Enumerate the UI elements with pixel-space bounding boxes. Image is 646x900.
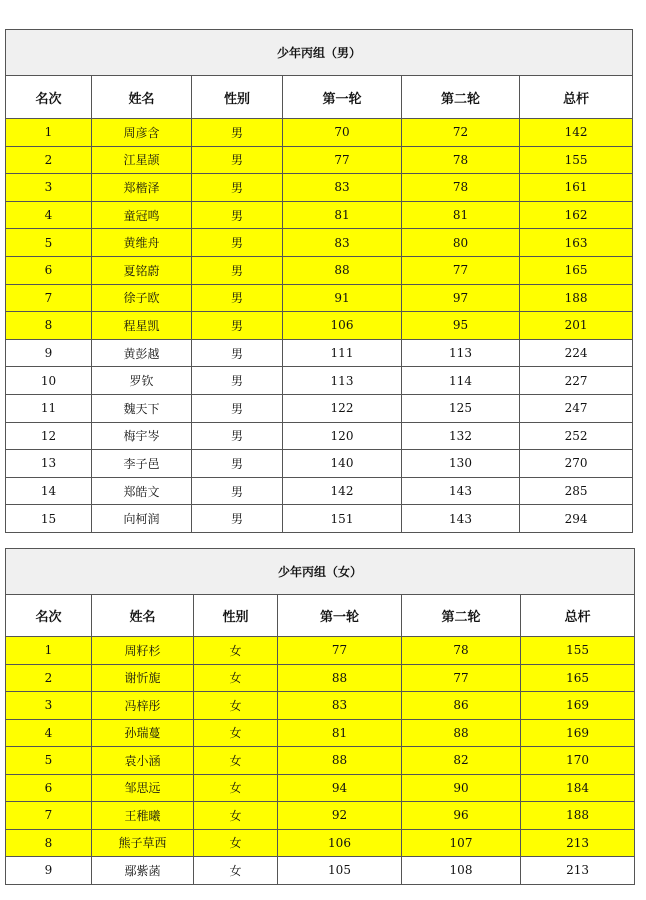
header-row (6, 595, 635, 637)
gender-cell: 男 (192, 312, 283, 340)
gender-cell: 女 (194, 664, 278, 692)
rank-cell: 9 (6, 339, 92, 367)
gender-cell: 女 (194, 829, 278, 857)
name-cell: 孙瑞蔓 (92, 719, 194, 747)
round-2-cell: 78 (402, 174, 520, 202)
round-1-cell: 81 (283, 201, 402, 229)
round-2-cell: 125 (402, 394, 520, 422)
name-cell: 黄维舟 (92, 229, 192, 257)
total-cell: 224 (520, 339, 633, 367)
total-cell: 169 (521, 692, 635, 720)
rank-cell: 3 (6, 174, 92, 202)
round-2-cell: 132 (402, 422, 520, 450)
gender-cell: 男 (192, 119, 283, 147)
total-cell: 270 (520, 450, 633, 478)
name-cell: 李子邑 (92, 450, 192, 478)
rank-cell: 11 (6, 394, 92, 422)
round-2-cell: 108 (402, 857, 521, 885)
total-cell: 155 (521, 637, 635, 665)
rank-cell: 4 (6, 719, 92, 747)
total-cell: 170 (521, 747, 635, 775)
girls-results-table (5, 548, 635, 885)
round-2-cell: 86 (402, 692, 521, 720)
gender-cell: 男 (192, 284, 283, 312)
table-row (6, 719, 635, 747)
round-1-cell: 70 (283, 119, 402, 147)
table-row (6, 747, 635, 775)
rank-cell: 5 (6, 229, 92, 257)
round-2-cell: 107 (402, 829, 521, 857)
table-row (6, 664, 635, 692)
round-1-cell: 77 (283, 146, 402, 174)
name-cell: 魏天下 (92, 394, 192, 422)
header-round-2: 第二轮 (402, 76, 520, 119)
gender-cell: 女 (194, 747, 278, 775)
rank-cell: 5 (6, 747, 92, 775)
round-2-cell: 113 (402, 339, 520, 367)
round-2-cell: 77 (402, 256, 520, 284)
round-1-cell: 113 (283, 367, 402, 395)
header-gender: 性别 (192, 76, 283, 119)
gender-cell: 女 (194, 637, 278, 665)
table-row (6, 256, 633, 284)
header-name: 姓名 (92, 76, 192, 119)
total-cell: 247 (520, 394, 633, 422)
gender-cell: 男 (192, 339, 283, 367)
name-cell: 罗钦 (92, 367, 192, 395)
table-row (6, 692, 635, 720)
table-row (6, 857, 635, 885)
gender-cell: 男 (192, 477, 283, 505)
round-2-cell: 80 (402, 229, 520, 257)
header-name: 姓名 (92, 595, 194, 637)
rank-cell: 2 (6, 664, 92, 692)
rank-cell: 9 (6, 857, 92, 885)
name-cell: 夏铭蔚 (92, 256, 192, 284)
table-title-row (6, 30, 633, 76)
round-1-cell: 88 (278, 747, 402, 775)
rank-cell: 15 (6, 505, 92, 533)
gender-cell: 男 (192, 256, 283, 284)
name-cell: 邹思远 (92, 774, 194, 802)
gender-cell: 男 (192, 201, 283, 229)
round-1-cell: 83 (278, 692, 402, 720)
table-row (6, 477, 633, 505)
total-cell: 285 (520, 477, 633, 505)
name-cell: 周籽杉 (92, 637, 194, 665)
gender-cell: 女 (194, 857, 278, 885)
round-2-cell: 90 (402, 774, 521, 802)
gender-cell: 男 (192, 229, 283, 257)
header-round-1: 第一轮 (283, 76, 402, 119)
rank-cell: 10 (6, 367, 92, 395)
total-cell: 188 (521, 802, 635, 830)
rank-cell: 7 (6, 802, 92, 830)
rank-cell: 6 (6, 774, 92, 802)
total-cell: 213 (521, 857, 635, 885)
round-2-cell: 130 (402, 450, 520, 478)
rank-cell: 6 (6, 256, 92, 284)
table-row (6, 339, 633, 367)
rank-cell: 14 (6, 477, 92, 505)
gender-cell: 男 (192, 394, 283, 422)
rank-cell: 3 (6, 692, 92, 720)
total-cell: 161 (520, 174, 633, 202)
name-cell: 冯梓彤 (92, 692, 194, 720)
round-2-cell: 78 (402, 146, 520, 174)
round-1-cell: 88 (278, 664, 402, 692)
round-2-cell: 72 (402, 119, 520, 147)
total-cell: 201 (520, 312, 633, 340)
name-cell: 王稚曦 (92, 802, 194, 830)
table-row (6, 802, 635, 830)
name-cell: 程星凯 (92, 312, 192, 340)
table-row (6, 312, 633, 340)
gender-cell: 女 (194, 774, 278, 802)
round-1-cell: 142 (283, 477, 402, 505)
gender-cell: 男 (192, 174, 283, 202)
gender-cell: 女 (194, 802, 278, 830)
table-title: 少年丙组（女） (6, 549, 635, 595)
round-1-cell: 81 (278, 719, 402, 747)
name-cell: 郑皓文 (92, 477, 192, 505)
gender-cell: 女 (194, 719, 278, 747)
table-row (6, 505, 633, 533)
total-cell: 155 (520, 146, 633, 174)
total-cell: 165 (521, 664, 635, 692)
total-cell: 165 (520, 256, 633, 284)
table-row (6, 637, 635, 665)
gender-cell: 男 (192, 367, 283, 395)
table-row (6, 829, 635, 857)
round-2-cell: 143 (402, 477, 520, 505)
table-title-row (6, 549, 635, 595)
header-round-2: 第二轮 (402, 595, 521, 637)
header-round-1: 第一轮 (278, 595, 402, 637)
name-cell: 袁小涵 (92, 747, 194, 775)
gender-cell: 男 (192, 146, 283, 174)
round-1-cell: 106 (278, 829, 402, 857)
gender-cell: 男 (192, 450, 283, 478)
total-cell: 294 (520, 505, 633, 533)
round-2-cell: 114 (402, 367, 520, 395)
round-2-cell: 96 (402, 802, 521, 830)
rank-cell: 4 (6, 201, 92, 229)
total-cell: 188 (520, 284, 633, 312)
rank-cell: 12 (6, 422, 92, 450)
rank-cell: 7 (6, 284, 92, 312)
total-cell: 162 (520, 201, 633, 229)
table-row (6, 450, 633, 478)
round-1-cell: 77 (278, 637, 402, 665)
rank-cell: 2 (6, 146, 92, 174)
name-cell: 梅宇岑 (92, 422, 192, 450)
name-cell: 江星颉 (92, 146, 192, 174)
round-1-cell: 111 (283, 339, 402, 367)
round-1-cell: 94 (278, 774, 402, 802)
round-2-cell: 82 (402, 747, 521, 775)
round-1-cell: 105 (278, 857, 402, 885)
rank-cell: 8 (6, 829, 92, 857)
round-1-cell: 120 (283, 422, 402, 450)
table-title: 少年丙组（男） (6, 30, 633, 76)
table-row (6, 422, 633, 450)
round-1-cell: 140 (283, 450, 402, 478)
header-row (6, 76, 633, 119)
name-cell: 周彦含 (92, 119, 192, 147)
gender-cell: 男 (192, 505, 283, 533)
round-2-cell: 143 (402, 505, 520, 533)
name-cell: 徐子欧 (92, 284, 192, 312)
header-gender: 性别 (194, 595, 278, 637)
round-1-cell: 83 (283, 229, 402, 257)
gender-cell: 女 (194, 692, 278, 720)
total-cell: 169 (521, 719, 635, 747)
table-row (6, 119, 633, 147)
round-1-cell: 91 (283, 284, 402, 312)
rank-cell: 1 (6, 119, 92, 147)
name-cell: 谢忻旎 (92, 664, 194, 692)
total-cell: 163 (520, 229, 633, 257)
round-1-cell: 83 (283, 174, 402, 202)
name-cell: 童冠鸣 (92, 201, 192, 229)
round-1-cell: 92 (278, 802, 402, 830)
table-row (6, 146, 633, 174)
table-row (6, 284, 633, 312)
table-row (6, 394, 633, 422)
round-2-cell: 88 (402, 719, 521, 747)
table-row (6, 229, 633, 257)
total-cell: 252 (520, 422, 633, 450)
round-2-cell: 97 (402, 284, 520, 312)
rank-cell: 8 (6, 312, 92, 340)
name-cell: 黄彭越 (92, 339, 192, 367)
total-cell: 142 (520, 119, 633, 147)
name-cell: 鄢紫菡 (92, 857, 194, 885)
round-2-cell: 81 (402, 201, 520, 229)
round-2-cell: 78 (402, 637, 521, 665)
header-total: 总杆 (521, 595, 635, 637)
header-total: 总杆 (520, 76, 633, 119)
gender-cell: 男 (192, 422, 283, 450)
table-row (6, 774, 635, 802)
boys-results-table (5, 29, 633, 533)
round-1-cell: 122 (283, 394, 402, 422)
name-cell: 向柯润 (92, 505, 192, 533)
table-row (6, 367, 633, 395)
name-cell: 郑楷泽 (92, 174, 192, 202)
header-rank: 名次 (6, 76, 92, 119)
name-cell: 熊子草西 (92, 829, 194, 857)
total-cell: 213 (521, 829, 635, 857)
total-cell: 184 (521, 774, 635, 802)
rank-cell: 13 (6, 450, 92, 478)
round-2-cell: 77 (402, 664, 521, 692)
round-2-cell: 95 (402, 312, 520, 340)
round-1-cell: 88 (283, 256, 402, 284)
round-1-cell: 106 (283, 312, 402, 340)
table-row (6, 174, 633, 202)
round-1-cell: 151 (283, 505, 402, 533)
header-rank: 名次 (6, 595, 92, 637)
total-cell: 227 (520, 367, 633, 395)
rank-cell: 1 (6, 637, 92, 665)
table-row (6, 201, 633, 229)
